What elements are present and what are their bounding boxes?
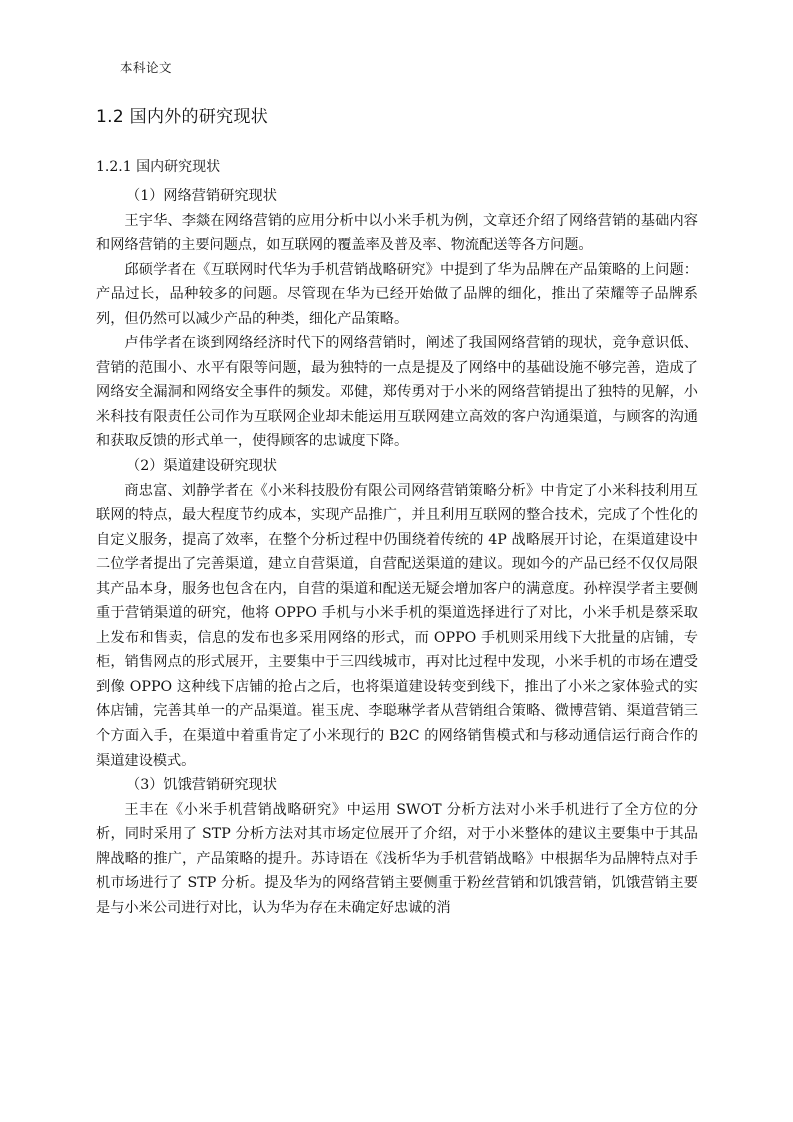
running-header: 本科论文 xyxy=(120,60,173,75)
paragraph: 王丰在《小米手机营销战略研究》中运用 SWOT 分析方法对小米手机进行了全方位的分析，同时采用了 STP 分析方法对其市场定位展开了介绍，对于小米整体的建议主要集中于其品牌战略的推广，产品策略的提升。苏诗语在《浅析华为手机营销战略》中根据华为品牌特点对手机市场进行了 STP 分析。提及华为的网络营销主要侧重于粉丝营销和饥饿营销，饥饿营销主要是与小米公司进行对比，认为华为存在未确定好忠诚的消 xyxy=(96,801,698,916)
paragraph: 商忠富、刘静学者在《小米科技股份有限公司网络营销策略分析》中肯定了小米科技利用互联网的特点，最大程度节约成本，实现产品推广，并且利用互联网的整合技术，完成了个性化的自定义服务，提高了效率，在整个分析过程中仍围绕着传统的 4P 战略展开讨论，在渠道建设中二位学者提出了完善渠道，建立自营渠道，自营配送渠道的建议。现如今的产品已经不仅仅局限其产品本身，服务也包含在内，自营的渠道和配送无疑会增加客户的满意度。孙梓淏学者主要侧重于营销渠道的研究，他将 OPPO 手机与小米手机的渠道选择进行了对比，小米手机是蔡采取上发布和售卖，信息的发布也多采用网络的形式，而 OPPO 手机则采用线下大批量的店铺，专柜，销售网点的形式展开，主要集中于三四线城市，再对比过程中发现，小米手机的市场在遭受到像 OPPO 这种线下店铺的抢占之后，也将渠道建设转变到线下，推出了小米之家体验式的实体店铺，完善其单一的产品渠道。崔玉虎、李聪琳学者从营销组合策略、微博营销、渠道营销三个方面入手，在渠道中着重肯定了小米现行的 B2C 的网络销售模式和与移动通信运行商合作的渠道建设模式。 xyxy=(96,482,698,769)
subsection-heading: 1.2.1 国内研究现状 xyxy=(96,159,221,175)
topic-heading-channel-building: （2）渠道建设研究现状 xyxy=(126,458,277,475)
topic-heading-network-marketing: （1）网络营销研究现状 xyxy=(126,188,277,204)
paragraph: 邱硕学者在《互联网时代华为手机营销战略研究》中提到了华为品牌在产品策略的上问题：产品过长，品种较多的问题。尽管现在华为已经开始做了品牌的细化，推出了荣耀等子品牌系列，但仍然可以减少产品的种类，细化产品策略。 xyxy=(96,261,698,327)
paragraph: 王宇华、李燚在网络营销的应用分析中以小米手机为例，文章还介绍了网络营销的基础内容和网络营销的主要问题点，如互联网的覆盖率及普及率、物流配送等各方问题。 xyxy=(96,212,698,254)
section-heading: 1.2 国内外的研究现状 xyxy=(96,107,269,127)
body-text xyxy=(96,184,698,920)
paragraph: 卢伟学者在谈到网络经济时代下的网络营销时，阐述了我国网络营销的现状，竞争意识低、营销的范围小、水平有限等问题，最为独特的一点是提及了网络中的基础设施不够完善，造成了网络安全漏洞和网络安全事件的频发。邓健，郑传勇对于小米的网络营销提出了独特的见解，小米科技有限责任公司作为互联网企业却未能运用互联网建立高效的客户沟通渠道，与顾客的沟通和获取反馈的形式单一，使得顾客的忠诚度下降。 xyxy=(96,335,698,450)
topic-heading-hunger-marketing: （3）饥饿营销研究现状 xyxy=(126,777,277,794)
